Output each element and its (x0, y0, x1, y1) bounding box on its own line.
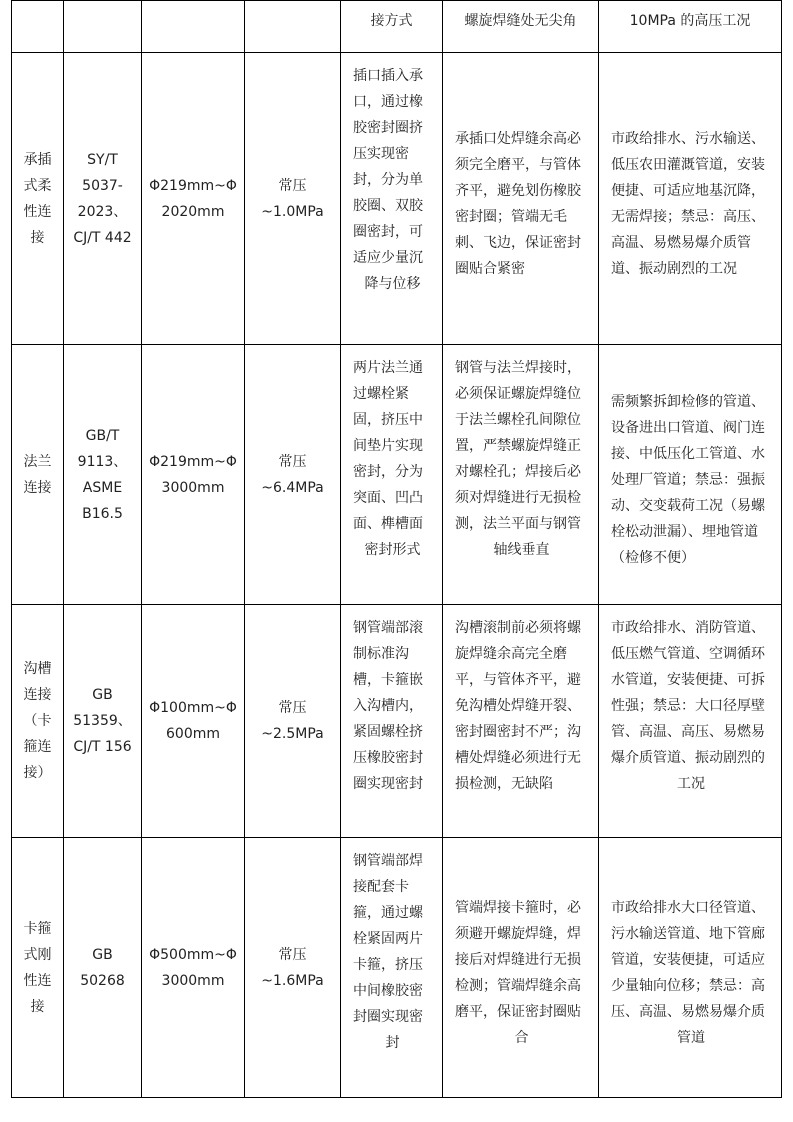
cell-range (142, 605, 245, 838)
cell-method (341, 345, 443, 605)
cell-text-line: 无需焊接；禁忌：高压、 (611, 208, 765, 225)
cell-text-line: 损检测，无缺陷 (455, 776, 553, 792)
cell-condition (599, 605, 782, 838)
cell-text-line: 工况 (677, 776, 705, 792)
cell-text-line: 连接 (23, 479, 52, 496)
table-row (12, 53, 782, 345)
cell-text-line: 须避开螺旋焊缝，焊 (455, 925, 581, 942)
cell-text-line: 性连 (23, 203, 52, 220)
cell-text-line: 轴线垂直 (493, 542, 550, 558)
cell-text-line: GB (92, 687, 113, 703)
cell-text-line: 栓松动泄漏）、埋地管道 (611, 523, 758, 540)
cell-text-line: 动、交变载荷工况（易螺 (611, 497, 765, 514)
cell-text-line: ASME (82, 479, 123, 496)
cell-text-line: 钢管端部滚 (353, 620, 423, 636)
cell-text-line: 间垫片实现 (353, 438, 423, 454)
cell-pressure (245, 345, 341, 605)
cell-pressure (245, 605, 341, 838)
cell-text-line: 密封圈密封不严；沟 (455, 724, 581, 740)
cell-text-line: Φ219mm~Φ (149, 453, 237, 470)
cell-text-line: ~1.6MPa (261, 972, 324, 989)
header-cell-condition: 10MPa 的高压工况 (599, 1, 782, 53)
cell-text-line: 槽处焊缝必须进行无 (455, 750, 581, 766)
cell-weld (443, 345, 599, 605)
cell-text-line: 接 (30, 229, 45, 246)
cell-text-line: 接 (30, 998, 45, 1015)
cell-text-line: 爆介质管道、振动剧烈的 (611, 750, 765, 766)
cell-text-line: 免沟槽处焊缝开裂、 (455, 698, 581, 714)
cell-text-line: Φ100mm~Φ (149, 700, 237, 716)
cell-text-line: 圈贴合紧密 (455, 260, 525, 277)
cell-text-line: （卡 (23, 713, 52, 729)
cell-text-line: 降与位移 (364, 276, 421, 292)
cell-text-line: 钢管与法兰焊接时， (455, 360, 581, 376)
cell-text-line: 于法兰螺栓孔间隙位 (455, 412, 581, 428)
cell-text-line: 栓紧固两片 (353, 931, 423, 947)
cell-text-line: 性强；禁忌：大口径厚壁 (611, 698, 765, 714)
cell-text-line: 承插 (23, 151, 52, 168)
cell-text-line: 箍，通过螺 (353, 905, 423, 921)
cell-text-line: 污水输送管道、地下管廊 (611, 925, 765, 942)
cell-text-line: 常压 (278, 177, 307, 194)
cell-text-line: 接） (23, 765, 52, 781)
cell-text-line: 平，与管体齐平，避 (455, 672, 581, 688)
cell-text-line: GB/T (85, 427, 120, 444)
cell-text-line: 低压燃气管道、空调循环 (611, 646, 765, 662)
cell-text-line: 封 (385, 1035, 400, 1051)
cell-name (12, 605, 64, 838)
cell-text-line: 需频繁拆卸检修的管道、 (611, 393, 765, 410)
cell-text-line: 高温、易燃易爆介质管 (611, 234, 751, 251)
cell-text-line: 圈实现密封 (353, 776, 423, 792)
cell-text-line: 封，分为单 (353, 172, 423, 188)
table-row (12, 605, 782, 838)
cell-text-line: 2023、 (77, 203, 128, 220)
cell-condition (599, 345, 782, 605)
header-cell-weld: 螺旋焊缝处无尖角 (443, 1, 599, 53)
cell-text-line: 胶圈、双胶 (353, 198, 423, 214)
cell-method (341, 605, 443, 838)
cell-text-line: 须对焊缝进行无损检 (455, 490, 581, 506)
cell-text-line: 刺、飞边，保证密封 (455, 234, 581, 251)
cell-weld (443, 53, 599, 345)
cell-text-line: 封圈实现密 (353, 1009, 423, 1025)
cell-text-line: 卡箍 (23, 920, 52, 937)
table-row (12, 345, 782, 605)
cell-text-line: 密封形式 (364, 542, 421, 558)
header-cell-name (12, 1, 64, 53)
cell-text-line: 对螺栓孔；焊接后必 (455, 464, 581, 480)
cell-text-line: 两片法兰通 (353, 360, 423, 376)
cell-text-line: 600mm (166, 726, 220, 742)
cell-text-line: 槽，卡箍嵌 (353, 672, 423, 688)
cell-text-line: 50268 (80, 972, 125, 989)
cell-text-line: 承插口处焊缝余高必 (455, 130, 581, 147)
cell-text-line: 圈密封，可 (353, 224, 423, 240)
cell-pressure (245, 838, 341, 1098)
cell-text-line: 管道 (677, 1029, 705, 1046)
cell-text-line: 3000mm (161, 972, 225, 989)
cell-text-line: 常压 (278, 700, 307, 716)
cell-text-line: 合 (514, 1029, 529, 1046)
cell-text-line: 口，通过橡 (353, 94, 423, 110)
cell-standard (64, 838, 142, 1098)
cell-text-line: 沟槽滚制前必须将螺 (455, 620, 581, 636)
cell-text-line: GB (92, 946, 113, 963)
cell-text-line: 面、榫槽面 (353, 516, 423, 532)
cell-text-line: 连接 (23, 687, 52, 703)
table-header-row (12, 1, 782, 53)
cell-name (12, 345, 64, 605)
cell-range (142, 53, 245, 345)
cell-text-line: CJ/T 156 (73, 739, 132, 755)
cell-text-line: 密封，分为 (353, 464, 423, 480)
cell-text-line: 5037- (82, 177, 123, 194)
cell-text-line: 测，法兰平面与钢管 (455, 516, 581, 532)
cell-text-line: ~2.5MPa (261, 726, 324, 742)
cell-method (341, 838, 443, 1098)
cell-text-line: 市政给排水、污水输送、 (611, 130, 765, 147)
cell-condition (599, 53, 782, 345)
cell-text-line: 适应少量沉 (353, 250, 423, 266)
cell-text-line: 管端焊接卡箍时，必 (455, 899, 581, 916)
cell-text-line: 过螺栓紧 (353, 386, 409, 402)
cell-text-line: 设备进出口管道、阀门连 (611, 419, 765, 436)
cell-standard (64, 345, 142, 605)
cell-name (12, 53, 64, 345)
header-cell-method: 接方式 (341, 1, 443, 53)
cell-text-line: 检测；管端焊缝余高 (455, 977, 581, 994)
cell-text-line: 卡箍，挤压 (353, 957, 423, 973)
cell-text-line: 市政给排水大口径管道、 (611, 899, 765, 916)
cell-name (12, 838, 64, 1098)
cell-text-line: 压实现密 (353, 146, 409, 162)
cell-text-line: 制标准沟 (353, 646, 409, 662)
cell-text-line: 插口插入承 (353, 68, 423, 84)
cell-method (341, 53, 443, 345)
cell-range (142, 838, 245, 1098)
cell-standard (64, 605, 142, 838)
cell-text-line: 式刚 (23, 946, 52, 963)
cell-text-line: 性连 (23, 972, 52, 989)
cell-text-line: 处理厂管道；禁忌：强振 (611, 471, 765, 488)
cell-pressure (245, 53, 341, 345)
cell-text-line: 入沟槽内， (353, 698, 423, 714)
cell-text-line: 常压 (278, 453, 307, 470)
cell-text-line: 沟槽 (23, 661, 52, 677)
cell-text-line: （检修不便） (611, 549, 695, 566)
cell-text-line: 道、振动剧烈的工况 (611, 260, 737, 277)
cell-text-line: 9113、 (77, 453, 128, 470)
cell-text-line: 必须保证螺旋焊缝位 (455, 386, 581, 402)
cell-text-line: SY/T (87, 151, 118, 168)
cell-text-line: 中间橡胶密 (353, 983, 423, 999)
connection-methods-table (11, 0, 782, 1098)
cell-text-line: CJ/T 442 (73, 229, 132, 246)
cell-text-line: 须完全磨平，与管体 (455, 156, 581, 173)
cell-text-line: 常压 (278, 946, 307, 963)
cell-text-line: 齐平，避免划伤橡胶 (455, 182, 581, 199)
cell-standard (64, 53, 142, 345)
cell-text-line: 管、高温、高压、易燃易 (611, 724, 765, 740)
cell-text-line: 置，严禁螺旋焊缝正 (455, 438, 581, 454)
cell-text-line: ~1.0MPa (261, 203, 324, 220)
cell-text-line: 箍连 (23, 739, 52, 755)
cell-weld (443, 838, 599, 1098)
cell-text-line: 3000mm (161, 479, 225, 496)
cell-text-line: 磨平，保证密封圈贴 (455, 1003, 581, 1020)
cell-text-line: 法兰 (23, 453, 52, 470)
cell-text-line: 突面、凹凸 (353, 490, 423, 506)
cell-text-line: 低压农田灌溉管道，安装 (611, 156, 765, 173)
cell-range (142, 345, 245, 605)
cell-text-line: 压橡胶密封 (353, 750, 423, 766)
cell-text-line: 旋焊缝余高完全磨 (455, 646, 567, 662)
cell-text-line: 51359、 (73, 713, 132, 729)
cell-text-line: 密封圈；管端无毛 (455, 208, 567, 225)
cell-text-line: 便捷、可适应地基沉降， (611, 182, 765, 199)
cell-text-line: 固，挤压中 (353, 412, 423, 428)
cell-text-line: 水管道，安装便捷、可拆 (611, 672, 765, 688)
header-cell-pressure (245, 1, 341, 53)
cell-text-line: 少量轴向位移；禁忌：高 (611, 977, 765, 994)
cell-condition (599, 838, 782, 1098)
cell-text-line: Φ219mm~Φ (149, 177, 237, 194)
cell-text-line: B16.5 (82, 505, 123, 522)
cell-text-line: ~6.4MPa (261, 479, 324, 496)
header-cell-range (142, 1, 245, 53)
header-cell-standard (64, 1, 142, 53)
cell-text-line: 管道，安装便捷，可适应 (611, 951, 765, 968)
cell-text-line: 接后对焊缝进行无损 (455, 951, 581, 968)
cell-text-line: 紧固螺栓挤 (353, 724, 423, 740)
cell-text-line: 市政给排水、消防管道、 (611, 620, 765, 636)
cell-text-line: Φ500mm~Φ (149, 946, 237, 963)
cell-text-line: 钢管端部焊 (353, 853, 423, 869)
table-row (12, 838, 782, 1098)
cell-text-line: 接配套卡 (353, 879, 409, 895)
cell-text-line: 2020mm (161, 203, 225, 220)
cell-text-line: 胶密封圈挤 (353, 120, 423, 136)
cell-weld (443, 605, 599, 838)
cell-text-line: 接、中低压化工管道、水 (611, 445, 765, 462)
cell-text-line: 压、高温、易燃易爆介质 (611, 1003, 765, 1020)
cell-text-line: 式柔 (23, 177, 52, 194)
